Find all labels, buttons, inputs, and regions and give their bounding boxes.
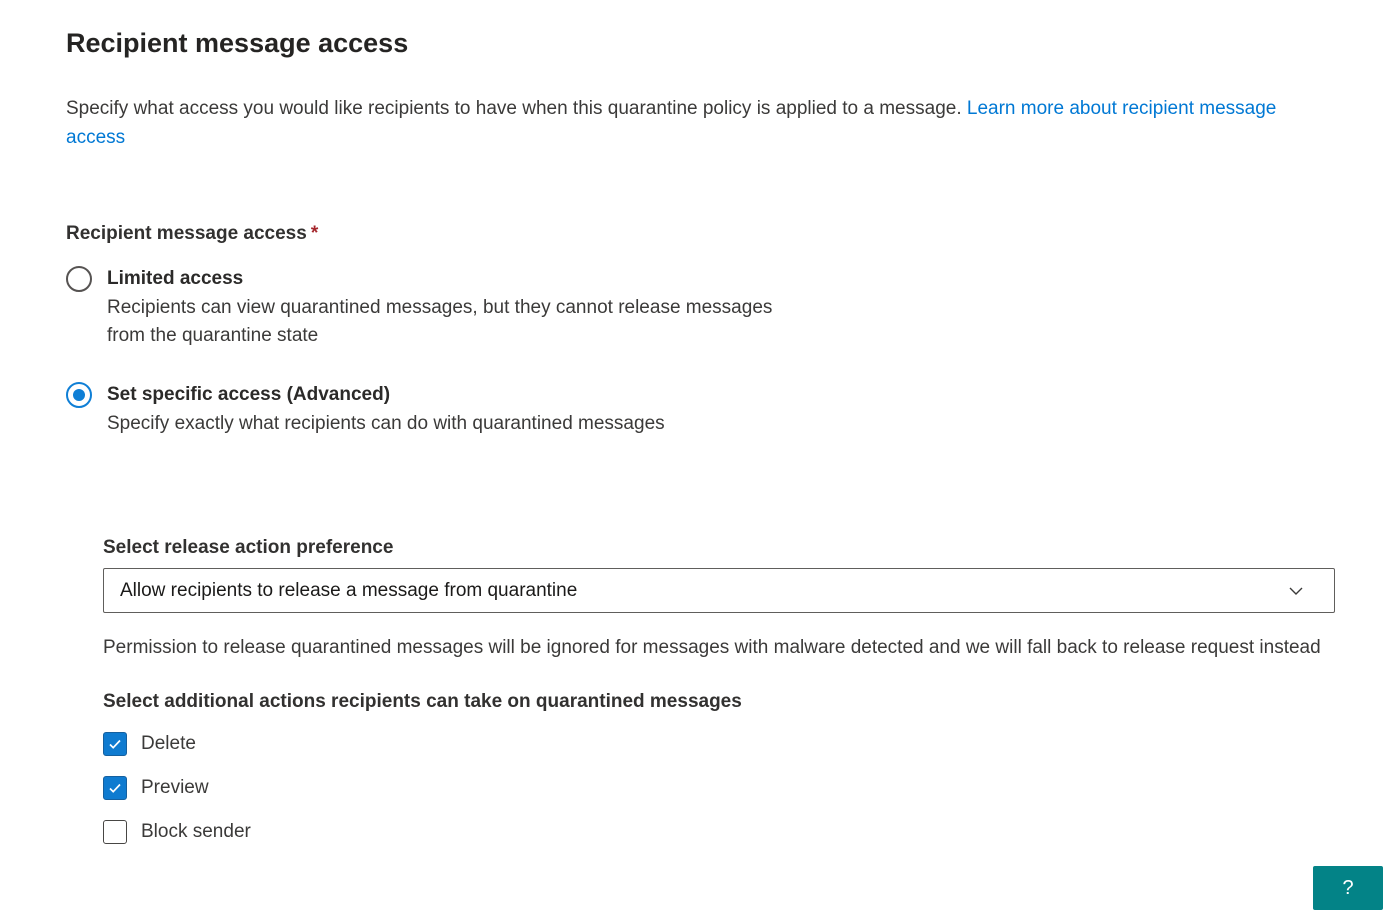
radio-label-limited-access[interactable]: Limited access — [107, 268, 244, 289]
additional-actions-checkbox-list — [103, 732, 1397, 844]
checkbox-block-sender[interactable] — [103, 820, 127, 844]
page-description-text: Specify what access you would like recipients to have when this quarantine policy is applied to a message. — [66, 98, 967, 119]
release-preference-dropdown[interactable] — [103, 568, 1335, 613]
radio-button-limited-access[interactable] — [66, 266, 92, 292]
chevron-down-icon — [1288, 583, 1304, 599]
checkbox-label-block-sender[interactable]: Block sender — [141, 821, 251, 842]
page-description — [66, 94, 1332, 152]
learn-more-link[interactable]: Learn more about recipient message access — [66, 98, 1277, 148]
additional-actions-label: Select additional actions recipients can take on quarantined messages — [103, 691, 742, 712]
help-icon: ? — [1342, 876, 1354, 899]
checkbox-row-preview[interactable] — [103, 776, 1397, 800]
release-preference-label: Select release action preference — [103, 537, 394, 558]
check-icon — [107, 736, 123, 752]
radio-button-set-specific-access[interactable] — [66, 382, 92, 408]
release-preference-note: Permission to release quarantined messages will be ignored for messages with malware detected and we will fall back to release request instead — [103, 637, 1321, 658]
radio-dot — [73, 389, 85, 401]
radio-option-limited-access[interactable] — [66, 266, 1397, 350]
checkbox-row-block-sender[interactable] — [103, 820, 1397, 844]
radio-description-set-specific-access: Specify exactly what recipients can do with quarantined messages — [107, 413, 665, 434]
access-field-label-text: Recipient message access — [66, 223, 307, 244]
checkbox-label-preview[interactable]: Preview — [141, 777, 209, 798]
advanced-options-section — [103, 536, 1397, 844]
radio-description-limited-access: Recipients can view quarantined messages, but they cannot release messages from the quarantine state — [107, 297, 773, 346]
checkbox-preview[interactable] — [103, 776, 127, 800]
radio-label-set-specific-access[interactable]: Set specific access (Advanced) — [107, 384, 391, 405]
page-title: Recipient message access — [66, 28, 409, 58]
checkbox-delete[interactable] — [103, 732, 127, 756]
check-icon — [107, 780, 123, 796]
help-button[interactable] — [1313, 866, 1383, 910]
checkbox-label-delete[interactable]: Delete — [141, 733, 196, 754]
radio-option-body — [107, 382, 665, 438]
access-field-label — [66, 222, 1397, 246]
checkbox-row-delete[interactable] — [103, 732, 1397, 756]
release-preference-selected-value: Allow recipients to release a message from quarantine — [120, 579, 578, 601]
radio-option-set-specific-access[interactable] — [66, 382, 1397, 438]
radio-option-body — [107, 266, 807, 350]
required-asterisk: * — [310, 223, 319, 244]
